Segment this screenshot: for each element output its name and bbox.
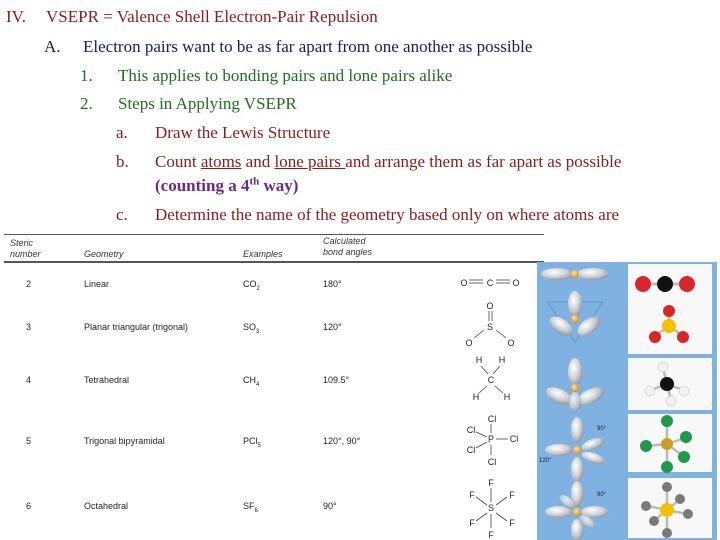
row-3-example-sub: 4 — [256, 381, 260, 388]
row-3-example-formula: CH — [243, 375, 256, 385]
row-5-example-sub: 6 — [254, 507, 258, 514]
row-2-geometry: Planar triangular (trigonal) — [84, 322, 189, 332]
ch4-structure — [473, 355, 511, 402]
pcl5-cl-top: Cl — [487, 414, 497, 424]
row-3-steric: 4 — [26, 375, 32, 385]
structural-formulas — [440, 262, 540, 540]
pcl5-cl-lower-left: Cl — [466, 445, 476, 455]
underlined-atoms: atoms — [200, 152, 242, 171]
row-1-geometry: Linear — [84, 279, 110, 289]
item-b-sub-text — [155, 152, 621, 172]
outline-item-2 — [80, 94, 297, 114]
pcl5-cl-right: Cl — [509, 434, 519, 444]
orbital-and-model-drawings — [537, 262, 717, 540]
header-examples: Examples — [243, 249, 283, 259]
item-b-pre: Count — [155, 152, 201, 171]
ch4-h-3: H — [472, 392, 480, 402]
row-2-example-formula: SO — [243, 322, 257, 332]
sf6-f-lr: F — [509, 518, 515, 528]
row-3-angle: 109.5° — [323, 375, 350, 385]
counting-note-pre: (counting a 4 — [155, 176, 250, 195]
ch4-model — [645, 362, 689, 406]
item-b-mid: and — [241, 152, 275, 171]
pcl5-cl-bottom: Cl — [487, 457, 497, 467]
item-a-sub-number: a. — [116, 123, 128, 142]
pcl5-model — [640, 415, 692, 473]
heading-text: VSEPR = Valence Shell Electron-Pair Repulsion — [46, 7, 378, 26]
item-a-text: Electron pairs want to be as far apart from one another as possible — [83, 37, 533, 56]
linear-orbitals — [541, 268, 609, 280]
row-5-example-formula: SF — [243, 501, 255, 511]
outline-item-b-sub — [116, 152, 622, 172]
row-4-example — [243, 436, 261, 449]
outline-item-a-sub — [116, 123, 331, 143]
so3-o-left: O — [465, 338, 473, 348]
row-2-example — [243, 322, 259, 335]
sf6-f-ul: F — [469, 490, 475, 500]
row-2-angle: 120° — [323, 322, 342, 332]
row-1-example-formula: CO — [243, 279, 257, 289]
row-2-steric: 3 — [26, 322, 32, 332]
sf6-model — [641, 482, 693, 538]
outline-item-a — [44, 37, 533, 57]
row-5-angle: 90° — [323, 501, 337, 511]
ch4-c: C — [487, 375, 495, 385]
co2-o-right: O — [512, 278, 520, 288]
counting-note-post: way) — [259, 176, 299, 195]
sf6-f-top: F — [488, 478, 494, 488]
pcl5-structure — [467, 414, 519, 467]
item-2-text: Steps in Applying VSEPR — [118, 94, 297, 113]
item-2-number: 2. — [80, 94, 93, 113]
sf6-f-ur: F — [509, 490, 515, 500]
item-b-sub-number: b. — [116, 152, 129, 171]
sf6-structure — [469, 478, 515, 540]
item-b-post: and arrange them as far apart as possible — [345, 152, 622, 171]
row-2-example-sub: 3 — [256, 328, 260, 335]
row-1-steric: 2 — [26, 279, 32, 289]
pcl5-p: P — [487, 434, 495, 444]
pcl5-cl-upper-left: Cl — [466, 425, 476, 435]
item-a-number: A. — [44, 37, 61, 56]
row-5-steric: 6 — [26, 501, 32, 511]
co2-structure — [460, 278, 519, 288]
heading-iv — [6, 7, 378, 27]
trigonal-orbitals — [546, 291, 603, 342]
row-4-geometry: Trigonal bipyramidal — [84, 436, 165, 446]
row-5-geometry: Octahedral — [84, 501, 129, 511]
item-1-text: This applies to bonding pairs and lone pairs alike — [118, 66, 453, 85]
ch4-h-2: H — [498, 355, 506, 365]
item-a-sub-text: Draw the Lewis Structure — [155, 123, 331, 142]
row-4-example-formula: PCl — [243, 436, 258, 446]
tetrahedral-orbitals — [543, 358, 606, 412]
sf6-f-bottom: F — [488, 530, 494, 540]
tbp-angle-90: 90° — [597, 426, 607, 432]
row-4-example-sub: 5 — [257, 442, 261, 449]
outline-item-c-sub — [116, 205, 620, 225]
co2-model — [635, 276, 695, 292]
co2-o-left: O — [460, 278, 468, 288]
counting-note — [155, 176, 298, 196]
so3-o-right: O — [507, 338, 515, 348]
item-1-number: 1. — [80, 66, 93, 85]
item-c-sub-text: Determine the name of the geometry based only on where atoms are — [155, 205, 620, 224]
so3-structure — [465, 301, 514, 348]
header-steric: Steric number — [10, 238, 41, 259]
octahedral-orbitals — [545, 481, 609, 540]
row-3-example — [243, 375, 259, 388]
item-c-sub-number: c. — [116, 205, 128, 224]
so3-model — [649, 305, 689, 343]
outline-item-1 — [80, 66, 453, 86]
oct-angle-90: 90° — [597, 492, 607, 498]
row-1-example — [243, 279, 260, 292]
ch4-h-4: H — [503, 392, 511, 402]
so3-o-top: O — [486, 301, 494, 311]
co2-c: C — [486, 278, 494, 288]
sf6-s: S — [487, 503, 495, 513]
underlined-lone-pairs: lone pairs — [274, 152, 346, 171]
row-3-geometry: Tetrahedral — [84, 375, 130, 385]
row-1-angle: 180° — [323, 279, 342, 289]
heading-number: IV. — [6, 7, 26, 26]
counting-note-sup: th — [249, 175, 260, 188]
row-1-example-sub: 2 — [256, 285, 260, 292]
table-top-rule — [4, 234, 544, 235]
row-4-steric: 5 — [26, 436, 32, 446]
ch4-h-1: H — [475, 355, 483, 365]
header-angles: Calculated bond angles — [323, 236, 373, 257]
sf6-f-ll: F — [469, 518, 475, 528]
trigonal-bipyramidal-orbitals — [539, 417, 607, 483]
so3-s: S — [486, 322, 494, 332]
tbp-angle-120: 120° — [539, 458, 552, 464]
header-geometry: Geometry — [84, 249, 124, 259]
row-5-example — [243, 501, 258, 514]
row-4-angle: 120°, 90° — [323, 436, 361, 446]
